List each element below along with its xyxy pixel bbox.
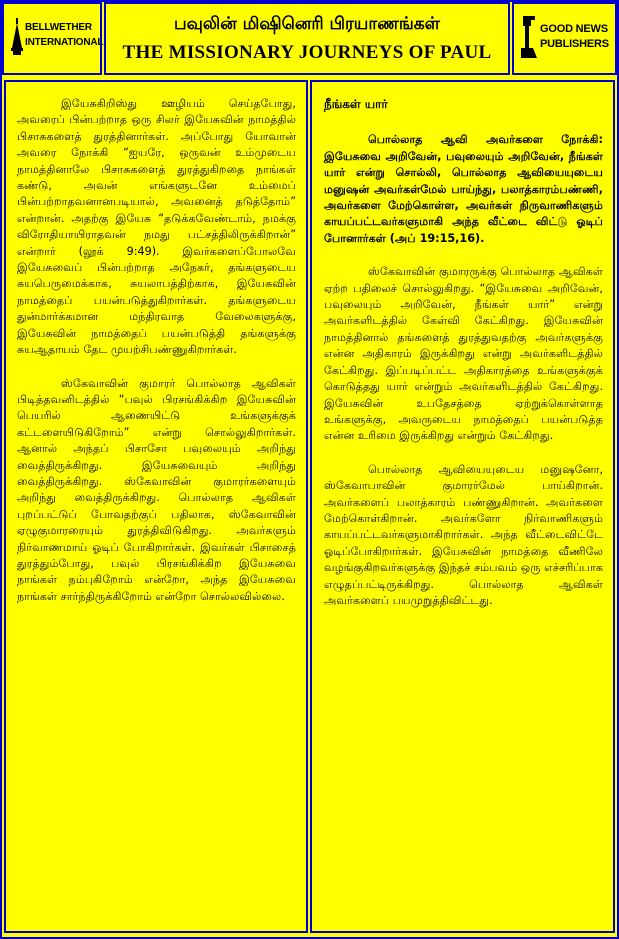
- page-title-english: THE MISSIONARY JOURNEYS OF PAUL: [122, 42, 492, 63]
- paragraph: ஸ்கேவாவின் குமாரருக்கு பொல்லாத ஆவிகள் ஏற்ற பதிலைச் சொல்லுகிறது. “இயேசுவை அறிவேன், பவுலையும் அறிவேன், நீங்கள் யார்” என்று அவர்களிடத்தில் கேள்வி கேட்கிறது. இயேசுவின் நாமத்தினால் தங்களைத் துரத்துவதற்கு அவர்களுக்கு என்ன அதிகாரம் இருக்கிறது என்று அவர்களிடத்தில் கேட்கிறது. இப்படிப்பட்ட அதிகாரத்தை உங்களுக்குக் கொடுத்தது யார் என்றும் அவர்களிடத்தில் கேட்கிறது. இயேசுவின் உபதேசத்தை ஏற்றுக்கொள்ளாத உங்களுக்கு, அவருடைய நாமத்தைப் பயன்படுத்த என்ன உரிமை இருக்கிறது என்றும் கேட்கிறது.: [324, 265, 603, 443]
- left-column: [4, 80, 308, 933]
- bellwether-logo: [2, 2, 102, 75]
- paragraph: பொல்லாத ஆவியையுடைய மனுஷனோ, ஸ்கேவாபாவின் குமாரர்மேல் பாய்கிறான். அவர்களைப் பலாத்காரம் பண்ணுகிறான். அவர்களை மேற்கொள்கிறான். அவர்களோ நிர்வாணிகளும் காயப்பட்டவர்களுமாகிறார்கள். அந்த வீட்டைவிட்டே ஓடிப்போகிறார்கள். இயேசுவின் நாமத்தை வீணிலே வழங்குகிறவர்களுக்கு இந்தச் சம்பவம் ஒரு எச்சரிப்பாக எழுதப்பட்டிருக்கிறது. பொல்லாத ஆவிகள் அவர்களைப் பயமுறுத்திவிட்டது.: [324, 462, 603, 607]
- paragraph: ஸ்கேவாவின் குமாரர் பொல்லாத ஆவிகள் பிடித்தவனிடத்தில் “பவுல் பிரசங்கிக்கிற இயேசுவின் பெயரில் ஆணையிட்டு உங்களுக்குக் கட்டளையிடுகிறோம்” என்று சொல்லுகிறார்கள். ஆனால் அந்தப் பிசாசோ பவுலையும் அறிந்து வைத்திருக்கிறது. இயேசுவையும் அறிந்து வைத்திருக்கிறது. ஸ்கேவாவின் குமாரர்களையும் அறிந்து வைத்திருக்கிறது. பொல்லாத ஆவிகள் புறப்பட்டுப் போவதற்குப் பதிலாக, ஸ்கேவாவின் ஏழுகுமாரரையும் துரத்திவிடுகிறது. அவர்களும் நிர்வாணமாய் ஓடிப் போகிறார்கள். இவர்கள் பிசாசைத் துரத்தும்போது, பவுல் பிரசங்கிக்கிற இயேசுவை நாங்கள் நம்புகிறோம் என்றோ, அந்த இயேசுவை நாங்கள் சார்ந்திருக்கிறோம் என்றோ சொல்லவில்லை.: [17, 376, 296, 603]
- good-news-logo-line1: GOOD NEWS: [540, 23, 608, 35]
- bellwether-logo-line1: BELLWETHER: [25, 22, 92, 33]
- bell-icon: [10, 18, 24, 56]
- page-title-tamil: பவுலின் மிஷினெரி பிரயாணங்கள்: [174, 14, 440, 34]
- section-title: நீங்கள் யார்: [324, 97, 388, 111]
- header: [2, 2, 617, 75]
- right-column: [310, 80, 615, 933]
- good-news-logo-line2: PUBLISHERS: [540, 38, 609, 50]
- good-news-logo: [512, 2, 617, 75]
- scripture-quote: பொல்லாத ஆவி அவர்களை நோக்கி: இயேசுவை அறிவேன், பவுலையும் அறிவேன், நீங்கள் யார் என்று சொல்லி, பொல்லாத ஆவியையுடைய மனுஷன் அவர்கள்மேல் பாய்ந்து, பலாத்காரம்பண்ணி, அவர்களை மேற்கொள்ள, அவர்கள் நிருவாணிகளும் காயப்பட்டவர்களுமாகி அந்த வீட்டை விட்டு ஓடிப் போனார்கள் (அப் 19:15,16).: [324, 133, 603, 245]
- paragraph: இயேசுகிறிஸ்து ஊழியம் செய்தபோது, அவரைப் பின்பற்றாத ஒரு சிலர் இயேசுவின் நாமத்தில் பிசாசுகளைத் துரத்தினார்கள். அப்போது யோவான் அவரை நோக்கி “ஐயரே, ஒருவன் உம்முடைய நாமத்தினாலே பிசாசுகளைத் துரத்துகிறதை நாங்கள் கண்டு, அவன் எங்களுடனே உம்மைப் பின்பற்றாதவனானபடியால், அவனைத் தடுத்தோம்” என்றான். அதற்கு இயேசு “தடுக்கவேண்டாம், நமக்கு விரோதியாயிராதவன் நமது பட்சத்திலிருக்கிறான்” என்றார் (லூக் 9:49). இவர்களைப்போலவே இயேசுவைப் பின்பற்றாத அநேகர், தங்களுடைய சுயபெருமைக்காக, சுயலாபத்திற்காக, இயேசுவின் நாமத்தைப் பயன்படுத்துகிறார்கள். தங்களுடைய துன்மார்க்கமான மந்திரவாத வேலைகளுக்கு, இயேசுவின் நாமத்தைப் பயன்படுத்தி தங்களுக்கு சுயஆதாயம் தேட முயற்சிபண்ணுகிறார்கள்.: [17, 97, 296, 357]
- title-box: [104, 2, 510, 75]
- bellwether-logo-line2: INTERNATIONAL: [25, 37, 104, 48]
- good-news-icon: [520, 16, 538, 58]
